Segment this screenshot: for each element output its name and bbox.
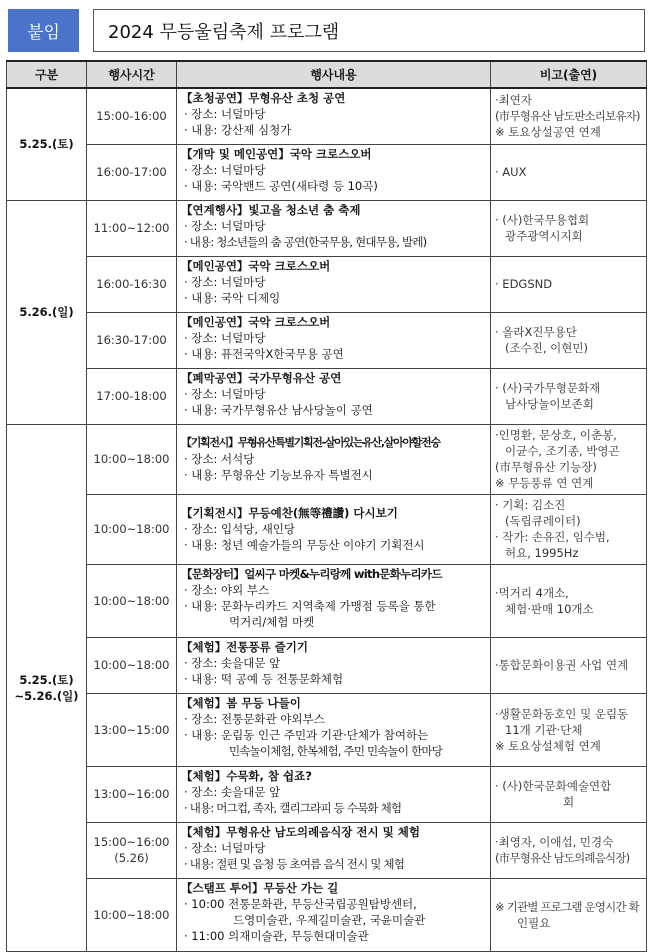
event-title: 【메인공연】국악 크로스오버: [181, 258, 331, 273]
time-cell: 13:00~16:00: [87, 766, 177, 822]
note-line: · 올라X진무용단: [495, 325, 577, 339]
event-detail: · 내용: 국가무형유산 남사당놀이 공연: [184, 402, 373, 417]
event-detail: · 장소: 너덜마당: [184, 218, 266, 233]
event-title: 【문화장터】얼씨구 마켓&누리랑께 with문화누리카드: [181, 566, 442, 581]
content-cell: [177, 494, 491, 564]
column-header-time: 행사시간: [87, 61, 177, 88]
program-table: [6, 60, 647, 952]
table-row: [7, 256, 647, 312]
note-line: (市무형유산 기능장): [495, 460, 597, 474]
time-cell: 11:00~12:00: [87, 200, 177, 256]
event-detail: · 장소: 솟을대문 앞: [184, 655, 281, 670]
note-cell: [491, 144, 647, 200]
note-line: ※ 무등풍류 연 연계: [495, 476, 594, 490]
note-line: 광주광역시지회: [505, 229, 583, 243]
event-detail: · 내용: 머그컵, 족자, 캘리그라피 등 수묵화 체험: [184, 800, 402, 815]
event-title: 【기획전시】무등예찬(無等禮讚) 다시보기: [181, 506, 398, 520]
note-line: (조수진, 이현민): [505, 341, 588, 355]
note-line: 11개 기관·단체: [505, 722, 583, 737]
note-line: 남사당놀이보존회: [505, 397, 594, 411]
note-line: ·최영자, 이애섭, 민경숙: [495, 835, 614, 849]
event-title: 【체험】무형유산 남도의례음식장 전시 및 체험: [181, 824, 420, 839]
time-cell: 10:00~18:00: [87, 878, 177, 951]
note-line: (市무형유산 남도판소리보유자): [495, 109, 640, 124]
event-detail: · 장소: 입석당, 새인당: [184, 522, 296, 536]
event-detail: · 장소: 솟을대문 앞: [184, 784, 281, 799]
event-detail: · 장소: 서석당: [184, 452, 255, 466]
event-detail: · 내용: 퓨전국악X한국무용 공연: [184, 346, 344, 361]
event-title: 【개막 및 메인공연】국악 크로스오버: [181, 146, 372, 161]
content-cell: [177, 693, 491, 766]
event-detail: 먹거리/체험 마켓: [229, 614, 315, 629]
content-cell: [177, 256, 491, 312]
event-detail: · 장소: 너덜마당: [184, 386, 266, 401]
day-cell: 5.26.(일): [7, 200, 87, 424]
event-detail: · 내용: 청년 예술가들의 무등산 이야기 기획전시: [184, 538, 425, 552]
table-row: [7, 766, 647, 822]
table-row: [7, 822, 647, 878]
note-line: 회: [562, 795, 575, 809]
table-row: [7, 637, 647, 693]
event-detail: · 내용: 떡 공예 등 전통문화체험: [184, 671, 344, 686]
note-line: ※ 토요상설체험 연계: [495, 738, 601, 753]
event-title: 【체험】수묵화, 참 쉽죠?: [181, 768, 312, 783]
content-cell: [177, 766, 491, 822]
content-cell: [177, 878, 491, 951]
event-title: 【폐막공연】국가무형유산 공연: [181, 370, 342, 385]
note-line: ·통합문화이용권 사업 연계: [495, 658, 629, 672]
table-row: [7, 368, 647, 424]
note-cell: [491, 256, 647, 312]
event-title: 【초청공연】무형유산 초청 공연: [181, 91, 346, 105]
content-cell: [177, 144, 491, 200]
event-detail: · 내용: 청소년들의 춤 공연(한국무용, 현대무용, 발레): [184, 234, 427, 249]
note-line: ·먹거리 4개소,: [495, 585, 569, 600]
page-title: 2024 무등울림축제 프로그램: [93, 9, 645, 52]
note-line: ·인명환, 문상호, 이춘봉,: [495, 428, 617, 442]
event-detail: · 장소: 야외 부스: [184, 582, 270, 597]
content-cell: [177, 822, 491, 878]
column-header-content: 행사내용: [177, 61, 491, 88]
note-line: 허요, 1995Hz: [505, 546, 579, 560]
table-row: [7, 200, 647, 256]
note-line: ·생활문화동호인 및 운림동: [495, 706, 629, 721]
table-row: [7, 564, 647, 637]
time-cell: 17:00-18:00: [87, 368, 177, 424]
note-cell: [491, 494, 647, 564]
table-row: [7, 693, 647, 766]
note-cell: [491, 312, 647, 368]
event-title: 【체험】전통풍류 즐기기: [181, 639, 308, 654]
note-cell: [491, 424, 647, 494]
day-cell: 5.25.(토) ~5.26.(일): [7, 424, 87, 951]
note-line: 인필요: [517, 915, 551, 930]
note-line: · (사)한국문화예술연합: [495, 779, 612, 793]
event-detail: · 내용: 강산제 심청가: [184, 123, 292, 137]
content-cell: [177, 312, 491, 368]
time-cell: 10:00~18:00: [87, 424, 177, 494]
note-cell: [491, 564, 647, 637]
event-detail: · 장소: 너덜마당: [184, 274, 266, 289]
event-detail: · 내용: 운림동 인근 주민과 기관·단체가 참여하는: [184, 727, 429, 742]
time-cell: 16:00-16:30: [87, 256, 177, 312]
note-line: ※ 기관별 프로그램 운영시간 확: [495, 899, 639, 914]
time-cell: 16:00-17:00: [87, 144, 177, 200]
note-line: ※ 토요상설공연 연계: [495, 125, 601, 140]
event-detail: · 10:00 전통문화관, 무등산국립공원탐방센터,: [184, 896, 417, 911]
note-line: · (사)국가무형문화재: [495, 381, 601, 395]
time-cell: 15:00-16:00: [87, 88, 177, 144]
content-cell: [177, 88, 491, 144]
note-cell: [491, 766, 647, 822]
note-line: 이균수, 조기종, 박영곤: [505, 444, 620, 458]
table-row: [7, 88, 647, 144]
note-cell: [491, 637, 647, 693]
note-line: · (사)한국무용협회: [495, 213, 590, 227]
table-row: [7, 424, 647, 494]
event-detail: · 내용: 국악밴드 공연(새타령 등 10곡): [184, 178, 378, 193]
event-detail: · 내용: 무형유산 기능보유자 특별전시: [184, 468, 373, 482]
event-detail: · 장소: 너덜마당: [184, 107, 266, 121]
content-cell: [177, 424, 491, 494]
note-cell: [491, 822, 647, 878]
table-row: [7, 494, 647, 564]
time-cell: 10:00~18:00: [87, 637, 177, 693]
content-cell: [177, 368, 491, 424]
event-title: 【체험】봄 무등 나들이: [181, 695, 301, 710]
time-cell: 13:00~15:00: [87, 693, 177, 766]
note-line: (市무형유산 남도의례음식장): [495, 851, 630, 865]
content-cell: [177, 564, 491, 637]
event-detail: · 장소: 너덜마당: [184, 840, 266, 855]
content-cell: [177, 200, 491, 256]
day-cell: 5.25.(토): [7, 88, 87, 200]
table-header-row: [7, 61, 647, 88]
content-cell: [177, 637, 491, 693]
event-title: 【기획전시】무형유산특별기획전-살아있는유산,살아야할전승: [181, 436, 440, 449]
table-row: [7, 878, 647, 951]
note-line: · EDGSND: [495, 277, 553, 291]
note-cell: [491, 200, 647, 256]
note-cell: [491, 368, 647, 424]
note-cell: [491, 878, 647, 951]
note-cell: [491, 693, 647, 766]
event-detail: · 11:00 의재미술관, 무등현대미술관: [184, 928, 369, 943]
note-line: · AUX: [495, 165, 527, 179]
table-row: [7, 312, 647, 368]
column-header-category: 구분: [7, 61, 87, 88]
note-line: ·최연자: [495, 93, 532, 108]
time-cell: 15:00~16:00 (5.26): [87, 822, 177, 878]
note-line: · 작가: 손유진, 임수범,: [495, 530, 610, 544]
event-title: 【스탬프 투어】무등산 가는 길: [181, 880, 339, 895]
note-cell: [491, 88, 647, 144]
event-title: 【연계행사】빛고을 청소년 춤 축제: [181, 202, 361, 217]
attachment-tag: 붙임: [8, 9, 79, 52]
event-detail: · 장소: 전통문화관 야외부스: [184, 711, 325, 726]
event-detail: · 장소: 너덜마당: [184, 330, 266, 345]
event-detail: · 내용: 국악 디제잉: [184, 290, 281, 305]
time-cell: 16:30-17:00: [87, 312, 177, 368]
event-title: 【메인공연】국악 크로스오버: [181, 314, 331, 329]
table-row: [7, 144, 647, 200]
note-line: · 기획: 김소진: [495, 498, 566, 512]
event-detail: · 내용: 문화누리카드 지역축제 가맹점 등록을 통한: [184, 598, 436, 613]
column-header-note: 비고(출연): [491, 61, 647, 88]
event-detail: · 내용: 절편 및 음청 등 초여름 음식 전시 및 체험: [184, 856, 405, 871]
time-cell: 10:00~18:00: [87, 564, 177, 637]
time-cell: 10:00~18:00: [87, 494, 177, 564]
note-line: 체험·판매 10개소: [505, 601, 594, 616]
event-detail: · 장소: 너덜마당: [184, 162, 266, 177]
event-detail: 드영미술관, 우제길미술관, 국윤미술관: [233, 912, 426, 927]
note-line: (독립큐레이터): [505, 514, 581, 528]
event-detail: 민속놀이체험, 한복체험, 주민 민속놀이 한마당: [229, 743, 443, 758]
